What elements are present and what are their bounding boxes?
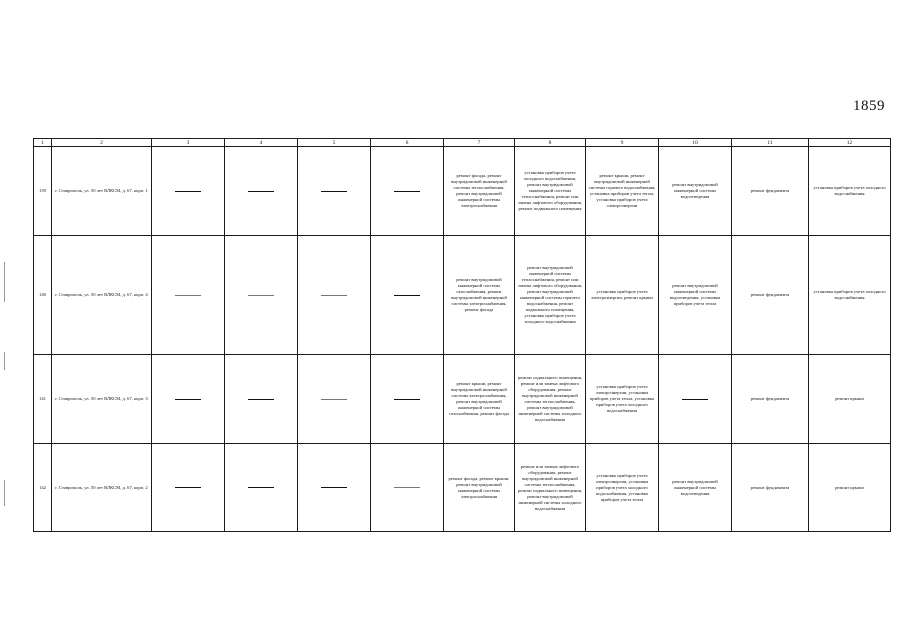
header-cell: 4 bbox=[225, 139, 298, 147]
empty-dash-cell bbox=[152, 236, 225, 355]
empty-dash-cell bbox=[371, 147, 444, 236]
works-cell: ремонт крыши bbox=[809, 355, 891, 444]
address-cell: г. Ставрополь, ул. 50 лет ВЛКСМ, д. 67, корп. 2 bbox=[52, 444, 152, 532]
empty-dash-cell bbox=[659, 355, 732, 444]
header-cell: 9 bbox=[586, 139, 659, 147]
header-cell: 1 bbox=[34, 139, 52, 147]
empty-dash-cell bbox=[371, 236, 444, 355]
empty-dash-cell bbox=[298, 355, 371, 444]
table-row bbox=[34, 236, 891, 355]
page-number: 1859 bbox=[853, 98, 885, 114]
works-cell: ремонт внутридомовой инженерной системы водоотведения, установка приборов учета тепла bbox=[659, 236, 732, 355]
works-cell: установка приборов учета холодного водоснабжения bbox=[809, 236, 891, 355]
empty-dash-cell bbox=[152, 147, 225, 236]
works-cell: ремонт крыши bbox=[809, 444, 891, 532]
table-row bbox=[34, 147, 891, 236]
empty-dash-cell bbox=[225, 147, 298, 236]
header-cell: 11 bbox=[732, 139, 809, 147]
row-number: 142 bbox=[34, 444, 52, 532]
works-cell: ремонт крыши, ремонт внутридомовой инженерной системы горячего водоснабжения, установка приборов учета тепла, установка приборов учета электроэнергии bbox=[586, 147, 659, 236]
header-cell: 12 bbox=[809, 139, 891, 147]
header-cell: 8 bbox=[515, 139, 586, 147]
works-cell: ремонт внутридомовой инженерной системы теплоснабжения, ремонт или замена лифтового оборудования, ремонт внутридомовой инженерной системы горячего водоснабжения, ремонт подвального помещения, установка приборов учета холодного водоснабжения bbox=[515, 236, 586, 355]
scan-edge-mark bbox=[4, 480, 5, 506]
works-cell: установка приборов учета холодного водоснабжения bbox=[809, 147, 891, 236]
works-cell: ремонт фундамента bbox=[732, 236, 809, 355]
works-cell: установка приборов учета электроэнергии, установка приборов учета тепла, установка приборов учета холодного водоснабжения bbox=[586, 355, 659, 444]
works-cell: ремонт подвального помещения, ремонт или замена лифтового оборудования, ремонт внутридомовой инженерной системы теплоснабжения, ремонт внутридомовой инженерной системы холодного водоснабжения bbox=[515, 355, 586, 444]
header-cell: 10 bbox=[659, 139, 732, 147]
works-cell: ремонт фундамента bbox=[732, 147, 809, 236]
empty-dash-cell bbox=[152, 444, 225, 532]
header-cell: 5 bbox=[298, 139, 371, 147]
empty-dash-cell bbox=[371, 444, 444, 532]
address-cell: г. Ставрополь, ул. 50 лет ВЛКСМ, д. 67, корп. 3 bbox=[52, 355, 152, 444]
repair-schedule-table bbox=[33, 138, 891, 532]
header-cell: 6 bbox=[371, 139, 444, 147]
empty-dash-cell bbox=[298, 147, 371, 236]
header-cell: 3 bbox=[152, 139, 225, 147]
empty-dash-cell bbox=[298, 444, 371, 532]
works-cell: установка приборов учета холодного водоснабжения, ремонт внутридомовой инженерной системы теплоснабжения, ремонт или замена лифтового оборудования, ремонт подвального помещения bbox=[515, 147, 586, 236]
empty-dash-cell bbox=[225, 236, 298, 355]
works-cell: ремонт фасада, ремонт крыши, ремонт внутридомовой инженерной системы электроснабжения bbox=[444, 444, 515, 532]
works-cell: установка приборов учета электроэнергии, установка приборов учета холодного водоснабжения, установка приборов учета тепла bbox=[586, 444, 659, 532]
works-cell: ремонт внутридомовой инженерной системы газоснабжения, ремонт внутридомовой инженерной системы электроснабжения, ремонт фасада bbox=[444, 236, 515, 355]
scan-edge-mark bbox=[4, 352, 5, 370]
row-number: 141 bbox=[34, 355, 52, 444]
header-cell: 2 bbox=[52, 139, 152, 147]
row-number: 139 bbox=[34, 147, 52, 236]
works-cell: установка приборов учета электроэнергии, ремонт крыши bbox=[586, 236, 659, 355]
works-cell: ремонт фасада, ремонт внутридомовой инженерной системы теплоснабжения, ремонт внутридомовой инженерной системы электроснабжения bbox=[444, 147, 515, 236]
works-cell: ремонт фундамента bbox=[732, 355, 809, 444]
empty-dash-cell bbox=[152, 355, 225, 444]
works-cell: ремонт крыши, ремонт внутридомовой инженерной системы электроснабжения, ремонт внутридомовой инженерной системы газоснабжения, ремонт фасада bbox=[444, 355, 515, 444]
works-cell: ремонт внутридомовой инженерной системы водоотведения bbox=[659, 444, 732, 532]
works-cell: ремонт внутридомовой инженерной системы водоотведения bbox=[659, 147, 732, 236]
table-row bbox=[34, 355, 891, 444]
address-cell: г. Ставрополь, ул. 50 лет ВЛКСМ, д. 67, корп. 4 bbox=[52, 236, 152, 355]
table-row bbox=[34, 444, 891, 532]
empty-dash-cell bbox=[225, 355, 298, 444]
address-cell: г. Ставрополь, ул. 50 лет ВЛКСМ, д. 67, корп. 1 bbox=[52, 147, 152, 236]
row-number: 140 bbox=[34, 236, 52, 355]
empty-dash-cell bbox=[298, 236, 371, 355]
empty-dash-cell bbox=[371, 355, 444, 444]
works-cell: ремонт фундамента bbox=[732, 444, 809, 532]
empty-dash-cell bbox=[225, 444, 298, 532]
scan-edge-mark bbox=[4, 262, 5, 302]
header-cell: 7 bbox=[444, 139, 515, 147]
header-row bbox=[34, 139, 891, 147]
works-cell: ремонт или замена лифтового оборудования, ремонт внутридомовой инженерной системы теплоснабжения, ремонт подвального помещения, ремонт внутридомовой инженерной системы холодного водоснабжения bbox=[515, 444, 586, 532]
